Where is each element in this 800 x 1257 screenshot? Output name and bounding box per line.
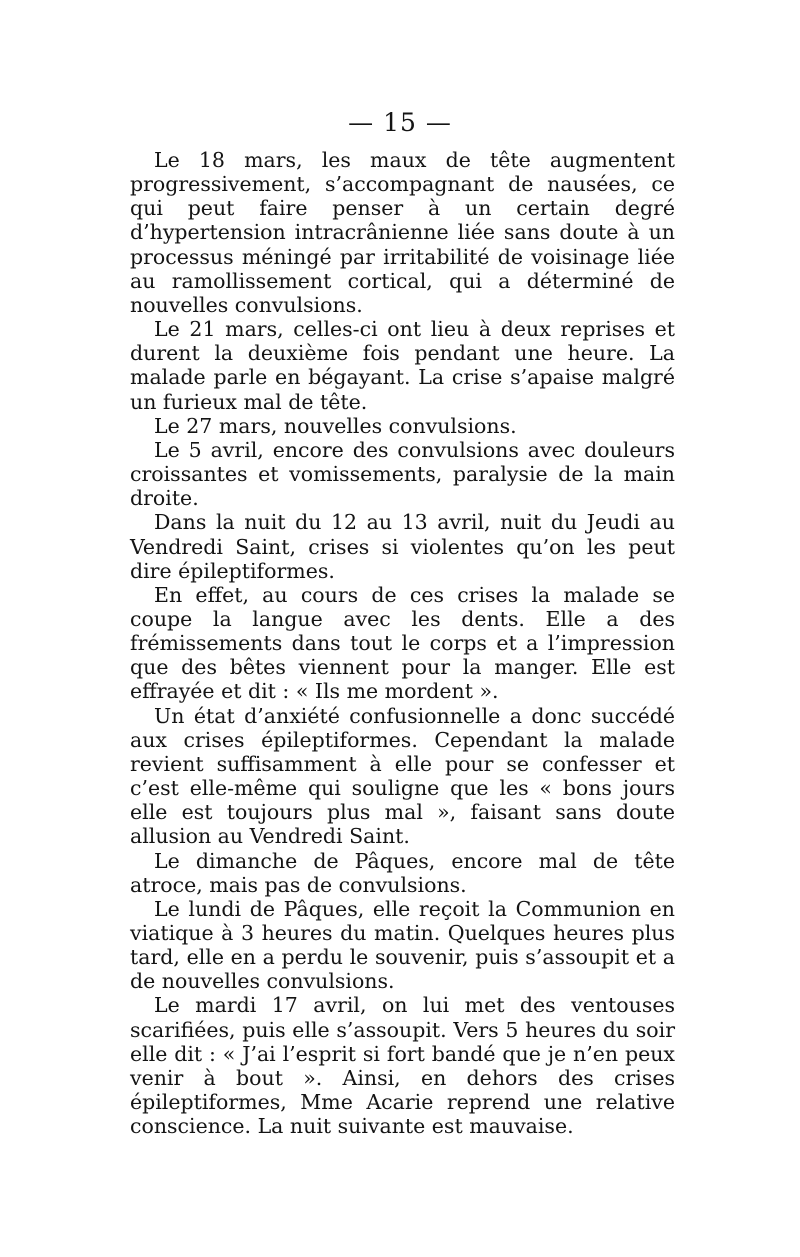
paragraph: Le 27 mars, nouvelles convulsions.	[154, 413, 517, 438]
paragraph: Le 18 mars, les maux de tête augmentent progressivement, s’accompagnant de nausées, ce qui peut faire penser à un certain degré d’hypertension intracrânienne liée sans doute à un processus méningé par irritabilité de voisinage liée au ramollissement cortical, qui a déterminé de nouvelles convulsions.	[130, 148, 675, 317]
paragraph: Le 21 mars, celles-ci ont lieu à deux reprises et durent la deuxième fois pendant une heure. La malade parle en bégayant. La crise s’apaise malgré un furieux mal de tête.	[130, 317, 675, 414]
paragraph: En effet, au cours de ces crises la malade se coupe la langue avec les dents. Elle a des frémissements dans tout le corps et a l’impression que des bêtes viennent pour la manger. Elle est effrayée et dit : « Ils me mordent ».	[130, 582, 675, 704]
paragraph: Le dimanche de Pâques, encore mal de tête atroce, mais pas de convulsions.	[130, 848, 675, 897]
paragraph: Un état d’anxiété confusionnelle a donc succédé aux crises épileptiformes. Cependant la malade revient suffisamment à elle pour se confesser et c’est elle-même qui souligne que les « bons jours elle est toujours plus mal », faisant sans doute allusion au Vendredi Saint.	[130, 703, 675, 849]
paragraph: Dans la nuit du 12 au 13 avril, nuit du Jeudi au Vendredi Saint, crises si violentes qu’on les peut dire épileptiformes.	[130, 510, 675, 583]
page-number: — 15 —	[348, 108, 452, 137]
paragraph: Le mardi 17 avril, on lui met des ventouses scarifiées, puis elle s’assoupit. Vers 5 heures du soir elle dit : « J’ai l’esprit si fort bandé que je n’en peux venir à bout ». Ainsi, en dehors des crises épileptiformes, Mme Acarie reprend une relative conscience. La nuit suivante est mauvaise.	[130, 993, 675, 1139]
paragraph: Le lundi de Pâques, elle reçoit la Communion en viatique à 3 heures du matin. Quelques heures plus tard, elle en a perdu le souvenir, puis s’assoupit et a de nouvelles convulsions.	[130, 896, 675, 994]
body-text	[130, 148, 675, 1138]
paragraph: Le 5 avril, encore des convulsions avec douleurs croissantes et vomissements, paralysie de la main droite.	[130, 437, 675, 511]
